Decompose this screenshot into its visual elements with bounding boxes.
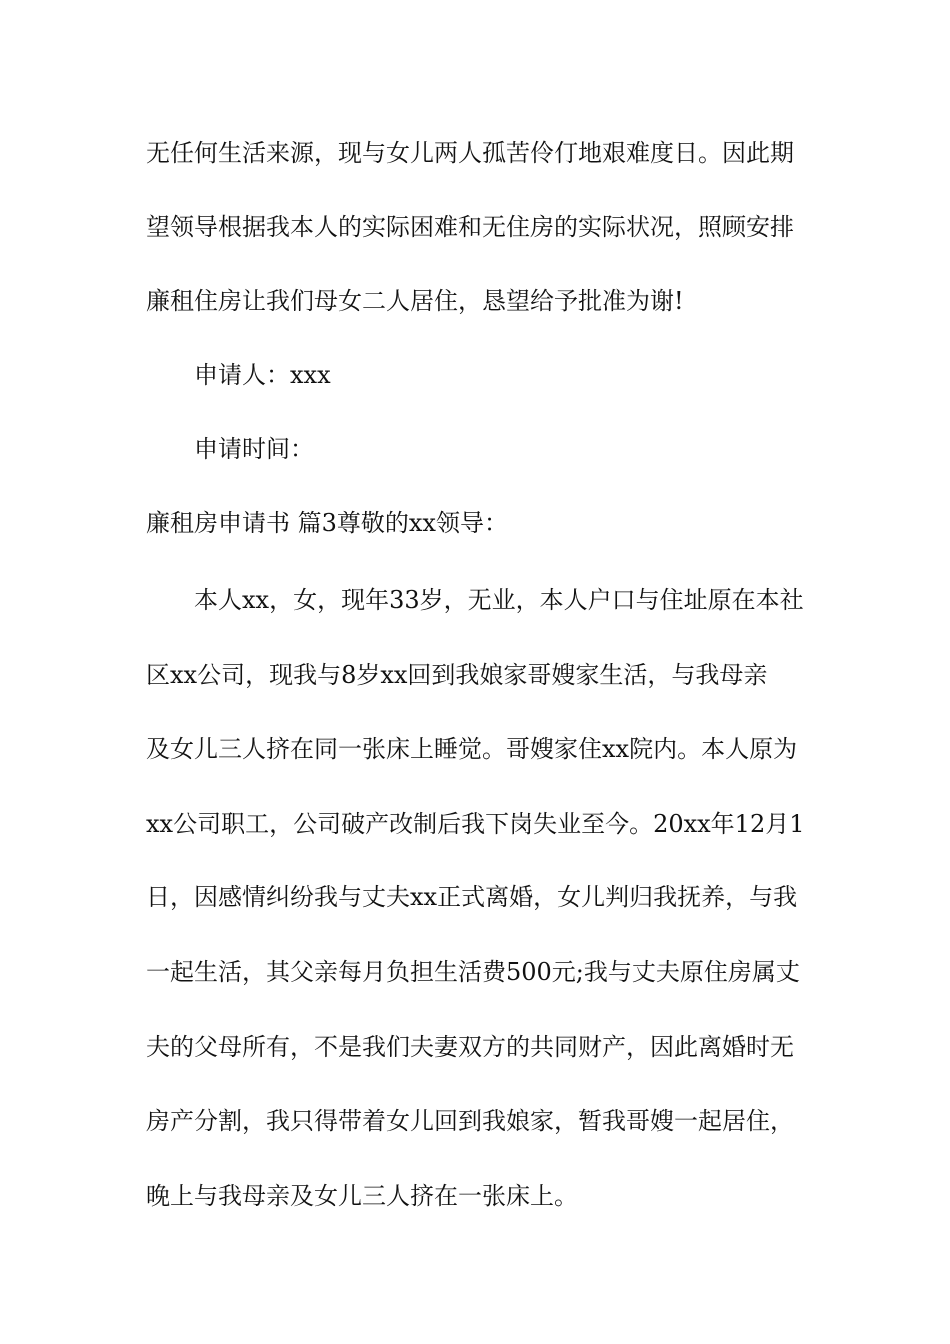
text-line: 房产分割，我只得带着女儿回到我娘家，暂我哥嫂一起居住， xyxy=(146,1107,794,1135)
section-heading: 廉租房申请书 篇3尊敬的xx领导： xyxy=(146,509,508,537)
text-line: 夫的父母所有，不是我们夫妻双方的共同财产，因此离婚时无 xyxy=(146,1033,794,1061)
text-line: 及女儿三人挤在同一张床上睡觉。哥嫂家住xx院内。本人原为 xyxy=(146,735,798,763)
text-line: 无任何生活来源，现与女儿两人孤苦伶仃地艰难度日。因此期 xyxy=(146,139,794,167)
text-line: 日，因感情纠纷我与丈夫xx正式离婚，女儿判归我抚养，与我 xyxy=(146,883,798,911)
text-line: 区xx公司，现我与8岁xx回到我娘家哥嫂家生活，与我母亲 xyxy=(146,661,768,689)
text-line: 一起生活，其父亲每月负担生活费500元;我与丈夫原住房属丈 xyxy=(146,958,800,986)
text-line: 晚上与我母亲及女儿三人挤在一张床上。 xyxy=(146,1182,578,1210)
applicant-line: 申请人：xxx xyxy=(194,361,331,389)
text-line: 廉租住房让我们母女二人居住，恳望给予批准为谢! xyxy=(146,287,684,315)
application-date-line: 申请时间： xyxy=(194,435,314,463)
text-line: 望领导根据我本人的实际困难和无住房的实际状况，照顾安排 xyxy=(146,213,794,241)
text-line: 本人xx，女，现年33岁，无业，本人户口与住址原在本社 xyxy=(194,586,804,614)
text-line: xx公司职工，公司破产改制后我下岗失业至今。20xx年12月1 xyxy=(146,810,805,838)
